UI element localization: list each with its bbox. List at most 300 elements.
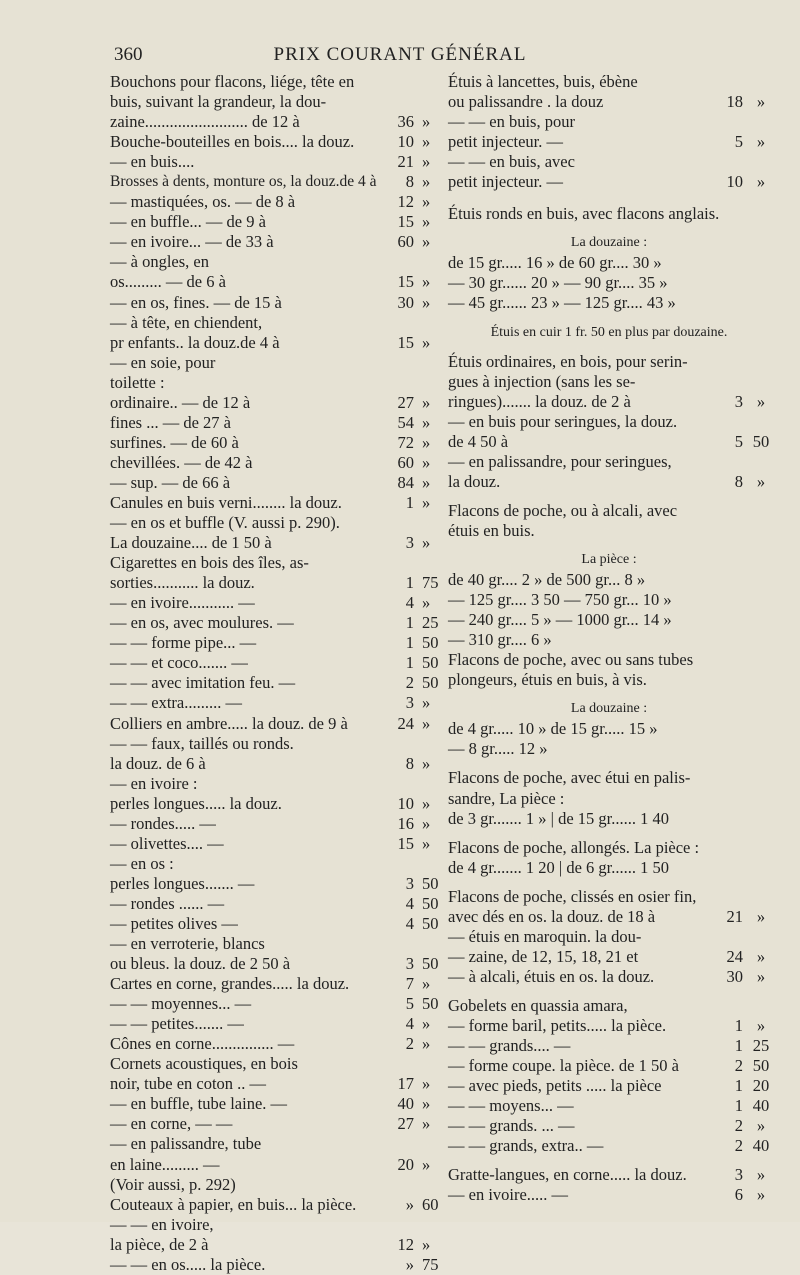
- price-centimes: 40: [752, 1136, 770, 1156]
- item-description: — — avec imitation feu. —: [110, 673, 296, 693]
- item-description: — — moyens... —: [448, 1096, 574, 1116]
- item-description: Canules en buis verni........ la douz.: [110, 492, 342, 512]
- catalog-line: [110, 353, 435, 373]
- price-centimes: 25: [752, 1036, 770, 1056]
- price-francs: »: [405, 1194, 414, 1214]
- catalog-line: [110, 313, 435, 333]
- price-centimes: »: [422, 1154, 431, 1174]
- item-description: Étuis ordinaires, en bois, pour serin-: [448, 351, 688, 371]
- catalog-line: [110, 653, 439, 673]
- price-centimes: »: [756, 92, 766, 112]
- catalog-line: [448, 1056, 770, 1076]
- price-francs: 21: [726, 906, 743, 926]
- catalog-line: [110, 393, 435, 413]
- price-francs: 4: [405, 1014, 414, 1034]
- catalog-line: [110, 854, 435, 874]
- spacer: [448, 314, 770, 323]
- left-column: [110, 72, 439, 1275]
- item-description: Gratte-langues, en corne..... la douz.: [448, 1165, 687, 1185]
- catalog-line: [448, 1165, 770, 1185]
- item-description: Flacons de poche, clissés en osier fin,: [448, 886, 697, 906]
- price-centimes: »: [756, 471, 766, 491]
- price-francs: 5: [734, 132, 743, 152]
- price-centimes: »: [422, 833, 431, 853]
- item-description: — en corne, — —: [110, 1114, 233, 1134]
- item-description: sandre, La pièce :: [448, 788, 565, 808]
- catalog-line: [448, 432, 770, 452]
- catalog-line: [448, 152, 770, 172]
- item-description: Colliers en ambre..... la douz. de 9 à: [110, 713, 348, 733]
- catalog-line: [448, 789, 770, 809]
- catalog-line: [448, 967, 770, 987]
- price-centimes: 25: [422, 613, 439, 633]
- catalog-line: [448, 1116, 770, 1136]
- item-description: ringues)....... la douz. de 2 à: [448, 391, 631, 411]
- price-francs: 12: [397, 1234, 414, 1254]
- item-description: — en buffle... — de 9 à: [110, 212, 266, 232]
- catalog-line: [110, 72, 435, 92]
- price-centimes: »: [422, 112, 431, 132]
- price-francs: 1: [734, 1076, 743, 1096]
- spacer: [448, 492, 770, 501]
- catalog-line: [110, 934, 435, 954]
- catalog-line: [448, 630, 770, 650]
- item-description: — en palissandre, tube: [110, 1134, 262, 1154]
- catalog-line: [110, 774, 435, 794]
- catalog-line: [110, 734, 435, 754]
- catalog-line: [448, 472, 770, 492]
- catalog-line: [110, 633, 439, 653]
- price-francs: 15: [397, 332, 414, 352]
- catalog-line: [448, 112, 770, 132]
- catalog-line: [110, 754, 435, 774]
- catalog-line: [110, 794, 435, 814]
- price-francs: 60: [397, 232, 414, 252]
- price-francs: 2: [734, 1056, 743, 1076]
- item-description: Couteaux à papier, en buis... la pièce.: [110, 1194, 357, 1214]
- item-description: — — en buis, pour: [448, 112, 575, 132]
- price-francs: 40: [397, 1094, 414, 1114]
- price-centimes: »: [422, 152, 431, 172]
- catalog-line: [110, 613, 439, 633]
- price-francs: 4: [405, 593, 414, 613]
- item-description: plongeurs, étuis en buis, à vis.: [448, 670, 647, 690]
- catalog-line: [110, 994, 439, 1014]
- catalog-line: [110, 333, 435, 353]
- catalog-line: [110, 1034, 435, 1054]
- price-francs: 24: [397, 713, 414, 733]
- item-description: de 15 gr..... 16 » de 60 gr.... 30 »: [448, 253, 662, 273]
- item-description: de 4 50 à: [448, 431, 509, 451]
- catalog-line: [448, 927, 770, 947]
- price-centimes: 50: [422, 893, 439, 913]
- spacer: [448, 878, 770, 887]
- price-francs: 2: [734, 1136, 743, 1156]
- catalog-line: [448, 392, 770, 412]
- catalog-line: [110, 533, 435, 553]
- item-description: de 4 gr..... 10 » de 15 gr..... 15 »: [448, 719, 658, 739]
- item-description: — en ivoire :: [110, 773, 198, 793]
- item-description: — en soie, pour: [110, 352, 216, 372]
- item-description: — en os :: [110, 853, 174, 873]
- price-francs: 1: [405, 492, 414, 512]
- item-description: — en os et buffle (V. aussi p. 290).: [110, 513, 340, 533]
- price-francs: 1: [405, 613, 414, 633]
- item-description: de 3 gr....... 1 » | de 15 gr...... 1 40: [448, 808, 669, 828]
- catalog-line: [448, 352, 770, 372]
- item-description: — forme baril, petits..... la pièce.: [448, 1015, 667, 1035]
- catalog-line: [110, 1014, 435, 1034]
- catalog-line: [448, 1136, 770, 1156]
- catalog-line: [110, 293, 435, 313]
- item-description: — 8 gr..... 12 »: [448, 739, 548, 759]
- item-description: — olivettes.... —: [110, 833, 224, 853]
- price-francs: 2: [734, 1116, 743, 1136]
- price-francs: 4: [405, 893, 414, 913]
- price-centimes: »: [756, 1165, 766, 1185]
- item-description: — à ongles, en: [110, 252, 209, 272]
- catalog-line: [110, 1194, 439, 1215]
- price-francs: 3: [405, 693, 414, 713]
- price-centimes: »: [422, 793, 431, 813]
- price-francs: 1: [734, 1096, 743, 1116]
- price-centimes: 50: [422, 873, 439, 893]
- price-francs: 1: [734, 1015, 743, 1035]
- spacer: [448, 192, 770, 204]
- price-centimes: »: [422, 392, 431, 412]
- catalog-line: [110, 453, 435, 473]
- catalog-line: [110, 1114, 435, 1134]
- price-francs: 4: [405, 913, 414, 933]
- price-centimes: »: [422, 452, 431, 472]
- catalog-line: [448, 809, 770, 829]
- price-centimes: »: [422, 713, 431, 733]
- catalog-line: [448, 72, 770, 92]
- price-centimes: »: [422, 292, 431, 312]
- catalog-line: [110, 272, 435, 292]
- price-centimes: »: [422, 272, 431, 292]
- item-description: — — en ivoire,: [110, 1214, 214, 1234]
- spacer: [448, 224, 770, 233]
- item-description: Flacons de poche, avec ou sans tubes: [448, 650, 694, 670]
- item-description: petit injecteur. —: [448, 172, 564, 192]
- catalog-line: [448, 1096, 770, 1116]
- item-description: ou palissandre . la douz: [448, 92, 604, 112]
- catalog-line: [110, 1074, 435, 1094]
- item-description: la douz. de 6 à: [110, 753, 206, 773]
- price-francs: 30: [397, 292, 414, 312]
- item-description: — en buffle, tube laine. —: [110, 1094, 288, 1114]
- item-description: — — extra......... —: [110, 693, 242, 713]
- item-description: — — petites....... —: [110, 1014, 244, 1034]
- price-francs: 24: [726, 946, 743, 966]
- price-francs: 15: [397, 833, 414, 853]
- price-centimes: »: [422, 1094, 431, 1114]
- item-description: Cigarettes en bois des îles, as-: [110, 553, 309, 573]
- item-description: sorties........... la douz.: [110, 573, 255, 593]
- item-description: chevillées. — de 42 à: [110, 452, 253, 472]
- price-centimes: 20: [752, 1076, 770, 1096]
- catalog-line: [110, 974, 435, 994]
- catalog-line: [110, 1254, 439, 1275]
- item-description: — — et coco....... —: [110, 653, 248, 673]
- price-centimes: 50: [422, 633, 439, 653]
- price-centimes: »: [422, 332, 431, 352]
- price-centimes: 75: [422, 573, 439, 593]
- catalog-line: [448, 172, 770, 192]
- item-description: Cornets acoustiques, en bois: [110, 1054, 298, 1074]
- price-centimes: 50: [422, 673, 439, 693]
- catalog-line: [448, 699, 770, 719]
- catalog-line: [110, 1175, 435, 1195]
- price-centimes: »: [422, 593, 431, 613]
- item-description: Cônes en corne............... —: [110, 1034, 295, 1054]
- item-description: — zaine, de 12, 15, 18, 21 et: [448, 946, 639, 966]
- item-description: la douz.: [448, 471, 501, 491]
- item-description: pr enfants.. la douz.de 4 à: [110, 332, 280, 352]
- catalog-line: [448, 372, 770, 392]
- price-francs: 27: [397, 392, 414, 412]
- price-centimes: »: [422, 813, 431, 833]
- price-francs: 17: [397, 1074, 414, 1094]
- item-description: fines ... — de 27 à: [110, 412, 231, 432]
- price-centimes: 50: [752, 431, 770, 451]
- price-centimes: »: [756, 966, 766, 986]
- catalog-line: [110, 413, 435, 433]
- item-description: Cartes en corne, grandes..... la douz.: [110, 974, 350, 994]
- price-centimes: »: [422, 1034, 431, 1054]
- price-centimes: »: [756, 1116, 766, 1136]
- catalog-line: [110, 714, 435, 734]
- price-centimes: »: [756, 906, 766, 926]
- catalog-line: [448, 253, 770, 273]
- catalog-line: [110, 693, 435, 713]
- item-description: Étuis à lancettes, buis, ébène: [448, 72, 638, 91]
- price-centimes: 50: [752, 1056, 770, 1076]
- item-description: — 45 gr...... 23 » — 125 gr.... 43 »: [448, 293, 676, 313]
- price-centimes: »: [422, 974, 431, 994]
- page-number: 360: [114, 44, 143, 65]
- page-title: PRIX COURANT GÉNÉRAL: [273, 44, 527, 65]
- catalog-line: [110, 553, 435, 573]
- spacer: [448, 343, 770, 352]
- item-description: — en buis pour seringues, la douz.: [448, 411, 678, 431]
- price-centimes: »: [422, 492, 431, 512]
- spacer: [448, 987, 770, 996]
- price-francs: 2: [405, 1034, 414, 1054]
- catalog-line: [448, 610, 770, 630]
- spacer: [448, 690, 770, 699]
- catalog-line: [110, 913, 439, 934]
- price-francs: 3: [405, 533, 414, 553]
- item-description: — 30 gr...... 20 » — 90 gr.... 35 »: [448, 273, 668, 293]
- catalog-line: [110, 433, 435, 453]
- catalog-line: [448, 1076, 770, 1096]
- item-description: — 125 gr.... 3 50 — 750 gr... 10 »: [448, 590, 672, 610]
- catalog-line: [448, 412, 770, 432]
- price-francs: 8: [405, 753, 414, 773]
- catalog-line: [448, 650, 770, 670]
- price-centimes: »: [422, 1074, 431, 1094]
- item-description: — rondes ...... —: [110, 893, 225, 913]
- item-description: — — forme pipe... —: [110, 633, 257, 653]
- item-description: os......... — de 6 à: [110, 272, 226, 292]
- price-francs: 60: [397, 452, 414, 472]
- price-centimes: »: [422, 1014, 431, 1034]
- item-description: de 4 gr....... 1 20 | de 6 gr...... 1 50: [448, 857, 669, 877]
- spacer: [448, 541, 770, 550]
- catalog-line: [448, 670, 770, 690]
- catalog-line: [448, 996, 770, 1016]
- catalog-line: [110, 252, 435, 272]
- price-francs: 6: [734, 1185, 743, 1205]
- item-description: ordinaire.. — de 12 à: [110, 392, 251, 412]
- item-description: Bouchons pour flacons, liége, tête en: [110, 72, 355, 91]
- item-description: buis, suivant la grandeur, la dou-: [110, 92, 327, 112]
- item-description: — forme coupe. la pièce. de 1 50 à: [448, 1056, 679, 1076]
- spacer: [448, 829, 770, 838]
- price-centimes: 50: [422, 653, 439, 673]
- price-francs: 30: [726, 966, 743, 986]
- item-description: — petites olives —: [110, 913, 238, 933]
- catalog-line: [110, 132, 435, 152]
- catalog-line: [110, 954, 439, 974]
- catalog-line: [110, 152, 435, 172]
- price-centimes: 50: [422, 994, 439, 1014]
- price-francs: 1: [405, 633, 414, 653]
- price-francs: 3: [405, 873, 414, 893]
- price-francs: 1: [734, 1036, 743, 1056]
- price-centimes: »: [422, 412, 431, 432]
- item-description: — — grands, extra.. —: [448, 1136, 604, 1156]
- price-francs: 3: [734, 1165, 743, 1185]
- item-description: — à alcali, étuis en os. la douz.: [448, 966, 655, 986]
- price-francs: 10: [397, 793, 414, 813]
- item-description: — — faux, taillés ou ronds.: [110, 733, 294, 753]
- price-centimes: »: [756, 1015, 766, 1035]
- price-centimes: »: [422, 212, 431, 232]
- price-francs: 10: [726, 172, 743, 192]
- item-description: — — moyennes... —: [110, 994, 252, 1014]
- section-caption: La douzaine :: [570, 235, 648, 251]
- item-description: Flacons de poche, avec étui en palis-: [448, 768, 691, 788]
- item-description: — 310 gr.... 6 »: [448, 630, 552, 650]
- price-centimes: »: [422, 172, 431, 192]
- price-centimes: »: [422, 432, 431, 452]
- catalog-line: [448, 323, 770, 343]
- catalog-line: [448, 550, 770, 570]
- item-description: avec dés en os. la douz. de 18 à: [448, 906, 656, 926]
- catalog-line: [110, 172, 435, 192]
- catalog-line: [110, 493, 435, 513]
- price-centimes: »: [422, 132, 431, 152]
- item-description: Brosses à dents, monture os, la douz.de 4 à: [110, 173, 377, 191]
- price-centimes: »: [422, 1114, 431, 1134]
- price-centimes: 50: [422, 954, 439, 974]
- price-francs: 54: [397, 412, 414, 432]
- item-description: — — grands.... —: [448, 1036, 571, 1056]
- item-description: — en buis....: [110, 152, 195, 172]
- item-description: Flacons de poche, allongés. La pièce :: [448, 837, 700, 857]
- item-description: — avec pieds, petits ..... la pièce: [448, 1076, 662, 1096]
- catalog-line: [110, 473, 435, 493]
- item-description: — en os, avec moulures. —: [110, 613, 294, 633]
- item-description: — en palissandre, pour seringues,: [448, 451, 672, 471]
- catalog-line: [110, 192, 435, 212]
- price-francs: 27: [397, 1114, 414, 1134]
- catalog-line: [110, 814, 435, 834]
- catalog-line: [448, 293, 770, 313]
- catalog-line: [448, 570, 770, 590]
- price-francs: 3: [405, 954, 414, 974]
- price-centimes: »: [422, 232, 431, 252]
- price-centimes: 40: [752, 1096, 770, 1116]
- catalog-line: [448, 1036, 770, 1056]
- item-description: en laine......... —: [110, 1154, 220, 1174]
- catalog-line: [110, 1235, 435, 1255]
- section-caption: La pièce :: [581, 551, 637, 567]
- catalog-line: [110, 593, 435, 613]
- spacer: [448, 759, 770, 768]
- price-centimes: »: [422, 693, 431, 713]
- catalog-line: [448, 739, 770, 759]
- item-description: — en ivoire..... —: [448, 1185, 569, 1205]
- catalog-line: [110, 1134, 435, 1154]
- catalog-line: [110, 513, 435, 533]
- catalog-line: [448, 501, 770, 521]
- item-description: étuis en buis.: [448, 520, 535, 540]
- item-description: zaine......................... de 12 à: [110, 112, 300, 132]
- price-francs: 1: [405, 653, 414, 673]
- catalog-line: [448, 521, 770, 541]
- catalog-line: [110, 212, 435, 232]
- item-description: Gobelets en quassia amara,: [448, 995, 628, 1015]
- catalog-line: [110, 373, 435, 393]
- catalog-line: [110, 1094, 435, 1114]
- catalog-line: [448, 768, 770, 788]
- catalog-line: [110, 232, 435, 252]
- catalog-line: [448, 1185, 770, 1205]
- catalog-line: [110, 1155, 435, 1175]
- catalog-line: [110, 893, 439, 914]
- item-description: — sup. — de 66 à: [110, 472, 231, 492]
- price-centimes: »: [422, 533, 431, 553]
- price-francs: 7: [405, 974, 414, 994]
- price-centimes: 50: [422, 913, 439, 933]
- price-francs: 5: [734, 431, 743, 451]
- price-francs: 10: [397, 132, 414, 152]
- item-description: — en verroterie, blancs: [110, 934, 265, 954]
- price-centimes: 60: [422, 1194, 439, 1214]
- catalog-line: [110, 873, 439, 894]
- item-description: — 240 gr.... 5 » — 1000 gr... 14 »: [448, 610, 672, 630]
- catalog-line: [448, 92, 770, 112]
- item-description: noir, tube en coton .. —: [110, 1074, 267, 1094]
- item-description: — — en os..... la pièce.: [110, 1254, 266, 1274]
- price-francs: 36: [397, 112, 414, 132]
- item-description: (Voir aussi, p. 292): [110, 1174, 236, 1194]
- spacer: [448, 1156, 770, 1165]
- price-francs: 20: [397, 1154, 414, 1174]
- price-centimes: »: [756, 172, 766, 192]
- item-description: — mastiquées, os. — de 8 à: [110, 192, 296, 212]
- section-caption: Étuis en cuir 1 fr. 50 en plus par douzaine.: [490, 324, 728, 340]
- price-francs: 12: [397, 192, 414, 212]
- item-description: — à tête, en chiendent,: [110, 312, 263, 332]
- catalog-line: [448, 132, 770, 152]
- price-francs: 84: [397, 472, 414, 492]
- catalog-line: [110, 92, 435, 112]
